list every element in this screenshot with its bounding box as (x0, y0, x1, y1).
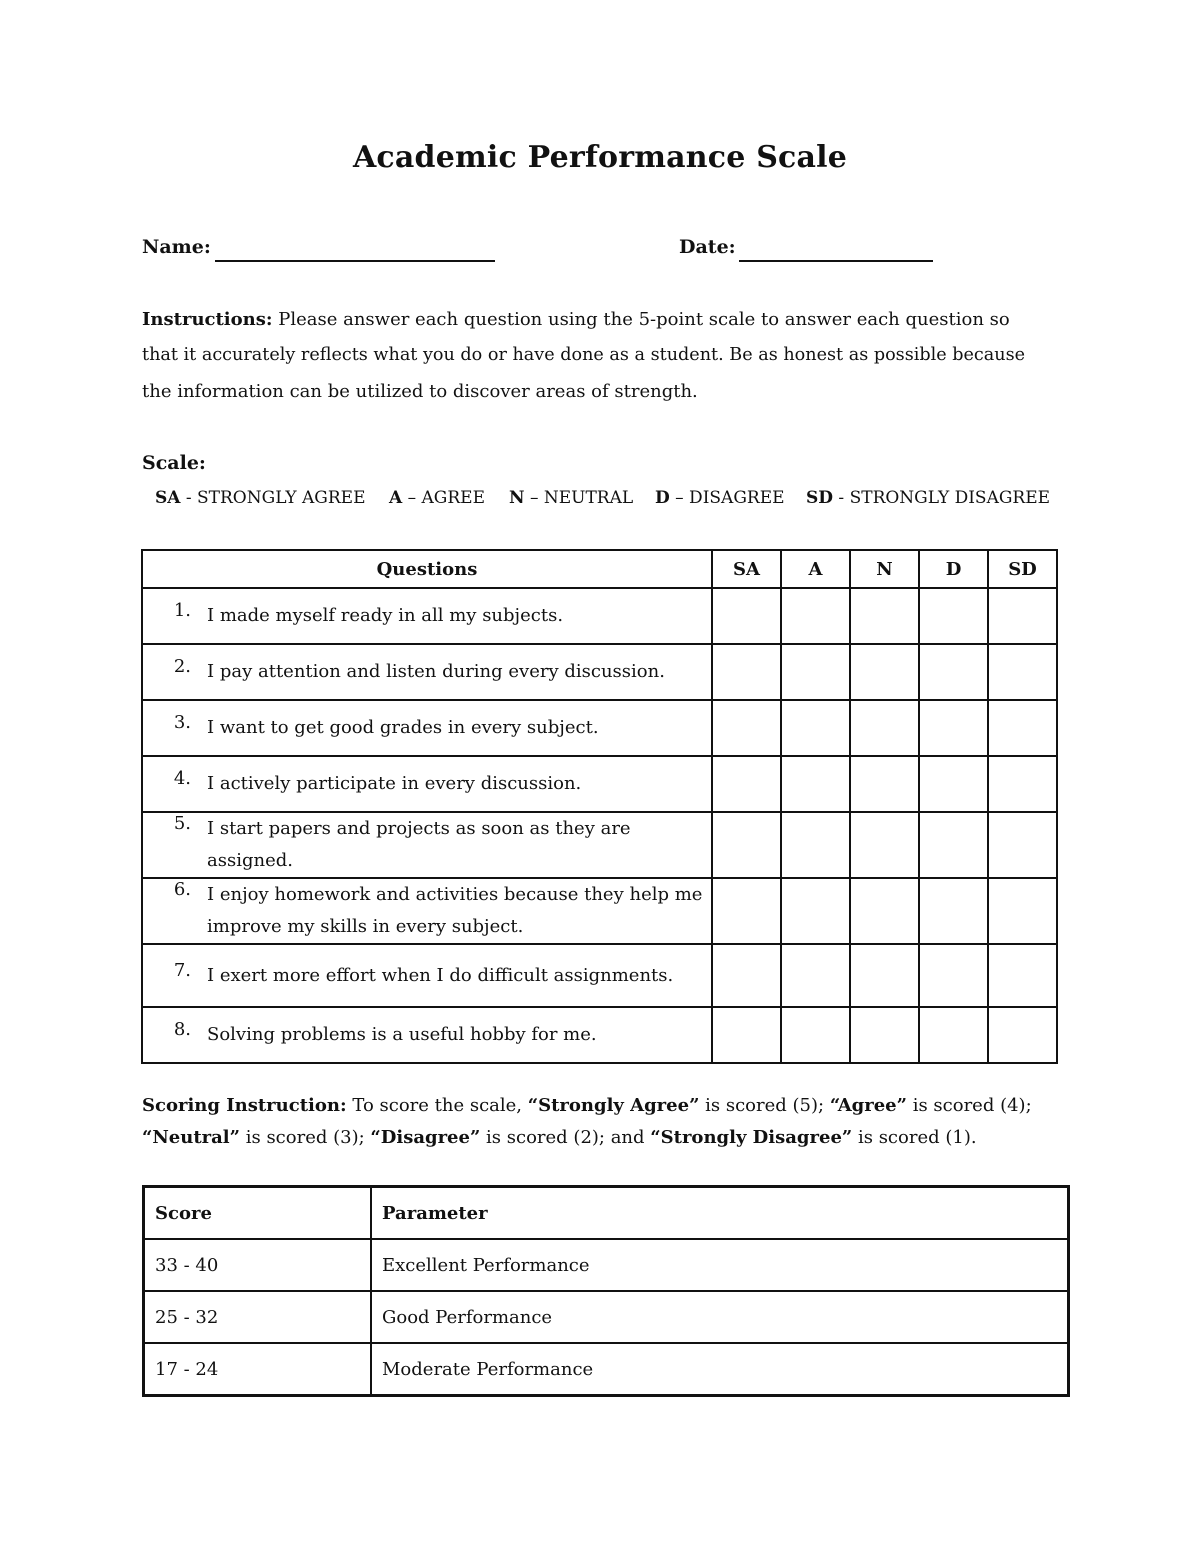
score-range: 25 - 32 (144, 1291, 372, 1343)
scale-item-sd: SD - STRONGLY DISAGREE (806, 488, 1051, 508)
document-page: Academic Performance Scale Name: Date: Instructions: Please answer each question using the 5-point scale to answer each question so that it accurately reflects what you do or have done as a student. Be as honest as possible because the information can be utilized to discover areas of strength. Scale: SA - STRONGLY AGREE A – AGREE N – NEUTRAL D – DISAGREE SD - STRONGLY DISAGREE Questions SA A N D SD 1. I made myself ready in all my subjects. 2. I pay attention and listen during every discussion. 3. I want to get good grades in every subject. 4. I actively participate in every discussion. 5. I start papers and projects as soon as they are assigned. 6. I enjoy homework and activities because they help me improve my skills in every subject. 7. I exert more effort when I do difficult assignments. 8. Solving problems is a useful hobby for me. Scoring Instruction: To score the scale, “Strongly Agree” is scored (5); “Agree” is scored (4); “Neutral” is scored (3); “Disagree” is scored (2); and “Strongly Disagree” is scored (1). Score Parameter 33 - 40 Excellent Performance 25 - 32 Good Performance 17 - 24 Moderate Performance (0, 0, 1200, 1553)
header-sd: SD (988, 550, 1057, 588)
score-parameter: Good Performance (371, 1291, 1069, 1343)
question-number: 4. (173, 768, 191, 789)
answer-cell-n[interactable] (850, 700, 919, 756)
answer-cell-d[interactable] (919, 812, 988, 878)
answer-cell-a[interactable] (781, 1007, 850, 1063)
date-field[interactable] (739, 260, 933, 262)
question-text: I want to get good grades in every subject. (207, 717, 599, 738)
question-cell (142, 812, 712, 878)
question-row (142, 756, 1057, 812)
answer-cell-n[interactable] (850, 944, 919, 1007)
instructions-line-1: Please answer each question using the 5-point scale to answer each question so (272, 309, 1010, 330)
instructions-line-3: the information can be utilized to discover areas of strength. (142, 381, 698, 402)
answer-cell-sd[interactable] (988, 878, 1057, 944)
question-text: I made myself ready in all my subjects. (207, 605, 564, 626)
scale-item-d: D – DISAGREE (655, 488, 785, 508)
header-questions: Questions (142, 550, 712, 588)
answer-cell-d[interactable] (919, 944, 988, 1007)
score-parameter: Moderate Performance (371, 1343, 1069, 1396)
questions-table (141, 549, 1058, 1064)
answer-cell-a[interactable] (781, 700, 850, 756)
question-text: I exert more effort when I do difficult assignments. (207, 964, 674, 986)
answer-cell-n[interactable] (850, 588, 919, 644)
score-row (144, 1291, 1069, 1343)
answer-cell-sa[interactable] (712, 944, 781, 1007)
answer-cell-sa[interactable] (712, 812, 781, 878)
answer-cell-sa[interactable] (712, 878, 781, 944)
answer-cell-a[interactable] (781, 944, 850, 1007)
question-cell (142, 944, 712, 1007)
question-row (142, 944, 1057, 1007)
instructions-line-2: that it accurately reflects what you do or have done as a student. Be as honest as possible because (142, 345, 1026, 365)
question-number: 6. (173, 879, 191, 900)
answer-cell-sa[interactable] (712, 644, 781, 700)
answer-cell-sd[interactable] (988, 700, 1057, 756)
header-n: N (850, 550, 919, 588)
answer-cell-a[interactable] (781, 588, 850, 644)
answer-cell-sd[interactable] (988, 756, 1057, 812)
question-number: 2. (173, 656, 191, 677)
scale-item-n: N – NEUTRAL (509, 488, 634, 508)
score-table (142, 1185, 1070, 1397)
answer-cell-sd[interactable] (988, 1007, 1057, 1063)
score-range: 33 - 40 (144, 1239, 372, 1291)
answer-cell-d[interactable] (919, 756, 988, 812)
scale-item-sa: SA - STRONGLY AGREE (155, 488, 366, 508)
page-title: Academic Performance Scale (352, 140, 848, 175)
answer-cell-n[interactable] (850, 812, 919, 878)
question-text: I enjoy homework and activities because they help me improve my skills in every subject. (207, 884, 703, 937)
answer-cell-a[interactable] (781, 878, 850, 944)
question-row (142, 644, 1057, 700)
question-number: 8. (173, 1019, 191, 1040)
question-cell (142, 700, 712, 756)
question-number: 5. (173, 813, 191, 834)
answer-cell-sa[interactable] (712, 1007, 781, 1063)
question-row (142, 812, 1057, 878)
score-row (144, 1343, 1069, 1396)
answer-cell-sd[interactable] (988, 644, 1057, 700)
scale-label: Scale: (142, 452, 206, 474)
question-cell (142, 878, 712, 944)
score-range: 17 - 24 (144, 1343, 372, 1396)
question-row (142, 1007, 1057, 1063)
answer-cell-sd[interactable] (988, 944, 1057, 1007)
answer-cell-a[interactable] (781, 644, 850, 700)
header-sa: SA (712, 550, 781, 588)
header-a: A (781, 550, 850, 588)
question-text: I actively participate in every discussion. (207, 773, 582, 794)
answer-cell-n[interactable] (850, 644, 919, 700)
header-parameter: Parameter (371, 1187, 1069, 1240)
answer-cell-n[interactable] (850, 756, 919, 812)
answer-cell-sd[interactable] (988, 812, 1057, 878)
question-row (142, 588, 1057, 644)
answer-cell-sa[interactable] (712, 588, 781, 644)
answer-cell-sd[interactable] (988, 588, 1057, 644)
questions-header-row (142, 550, 1057, 588)
question-cell (142, 644, 712, 700)
date-label: Date: (679, 236, 736, 258)
scoring-label: Scoring Instruction: (142, 1095, 347, 1116)
question-cell (142, 1007, 712, 1063)
score-header-row (144, 1187, 1069, 1240)
instructions-label: Instructions: (142, 309, 273, 330)
score-parameter: Excellent Performance (371, 1239, 1069, 1291)
name-field[interactable] (215, 260, 495, 262)
score-row (144, 1239, 1069, 1291)
question-number: 3. (173, 712, 191, 733)
question-text: I start papers and projects as soon as they are assigned. (207, 818, 631, 871)
answer-cell-sa[interactable] (712, 700, 781, 756)
answer-cell-a[interactable] (781, 756, 850, 812)
question-row (142, 700, 1057, 756)
question-cell (142, 588, 712, 644)
question-text: Solving problems is a useful hobby for me. (207, 1024, 597, 1045)
answer-cell-a[interactable] (781, 812, 850, 878)
question-number: 7. (173, 959, 191, 981)
question-row (142, 878, 1057, 944)
answer-cell-d[interactable] (919, 700, 988, 756)
question-cell (142, 756, 712, 812)
question-text: I pay attention and listen during every discussion. (207, 661, 665, 682)
answer-cell-d[interactable] (919, 644, 988, 700)
header-d: D (919, 550, 988, 588)
scale-item-a: A – AGREE (389, 488, 485, 508)
answer-cell-sa[interactable] (712, 756, 781, 812)
question-number: 1. (173, 600, 191, 621)
answer-cell-d[interactable] (919, 1007, 988, 1063)
answer-cell-n[interactable] (850, 878, 919, 944)
name-label: Name: (142, 236, 211, 258)
answer-cell-d[interactable] (919, 878, 988, 944)
answer-cell-n[interactable] (850, 1007, 919, 1063)
header-score: Score (144, 1187, 372, 1240)
answer-cell-d[interactable] (919, 588, 988, 644)
